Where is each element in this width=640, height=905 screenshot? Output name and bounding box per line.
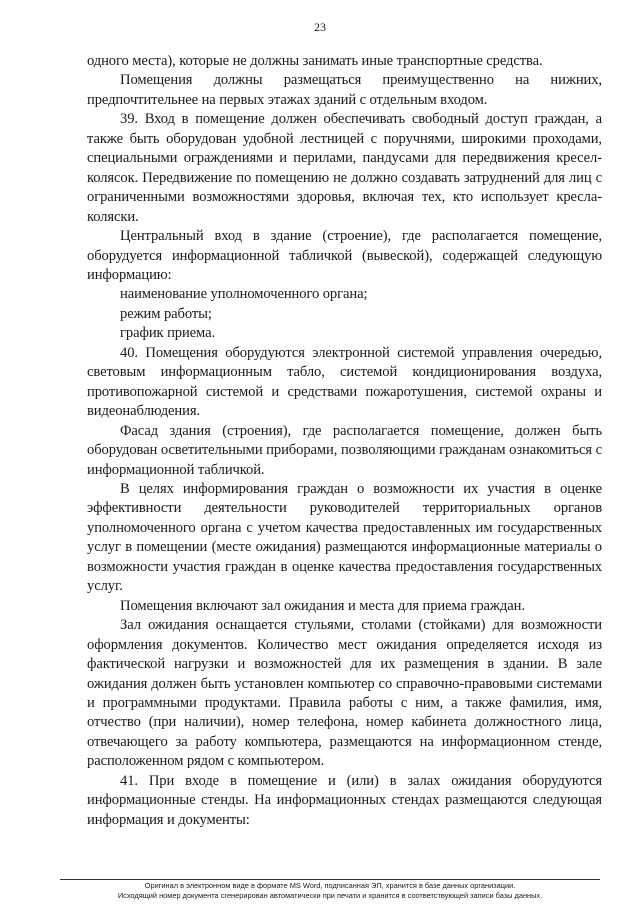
paragraph: Помещения должны размещаться преимущественно на нижних, предпочтительнее на первых этажах зданий с отдельным входом. xyxy=(87,72,602,108)
paragraph: В целях информирования граждан о возможности их участия в оценке эффективности деятельности руководителей территориальных органов уполномоченного органа с учетом качества предоставленных им государственных услуг в помещении (месте ожидания) размещаются информационные материалы о возможности участия граждан в оценке качества предоставления государственных услуг. xyxy=(87,480,602,595)
paragraph-clause-41: 41. При входе в помещение и (или) в залах ожидания оборудуются информационные стенды. На информационных стендах размещаются следующая информация и документы: xyxy=(87,772,602,828)
footer-line: Оригинал в электронном виде в формате MS Word, подписанная ЭП, хранится в базе данных организации. xyxy=(144,881,516,890)
paragraph: Зал ожидания оснащается стульями, столами (стойками) для возможности оформления документов. Количество мест ожидания определяется исходя из фактической нагрузки и возможностей для их размещения в здании. В зале ожидания должен быть установлен компьютер со справочно-правовыми системами и программными продуктами. Правила работы с ним, а также фамилия, имя, отчество (при наличии), номер телефона, номер кабинета должностного лица, отвечающего за работу компьютера, размещаются на информационном стенде, расположенном рядом с компьютером. xyxy=(87,617,602,770)
list-item: наименование уполномоченного органа; xyxy=(120,286,368,303)
paragraph: одного места), которые не должны занимать иные транспортные средства. xyxy=(87,53,543,69)
paragraph: Фасад здания (строения), где располагается помещение, должен быть оборудован осветительными приборами, позволяющими гражданам ознакомиться с информационной табличкой. xyxy=(87,422,602,478)
list-item: график приема. xyxy=(120,325,216,342)
footer-line: Исходящий номер документа сгенерирован автоматически при печати и хранится в соответствующей записи базы данных. xyxy=(117,891,543,900)
paragraph-clause-39: 39. Вход в помещение должен обеспечивать свободный доступ граждан, а также быть оборудован удобной лестницей с поручнями, широкими проходами, специальными ограждениями и перилами, пандусами для передвижения кресел-колясок. Передвижение по помещению не должно создавать затруднений для лиц с ограниченными возможностями здоровья, включая тех, кто использует кресла-коляски. xyxy=(87,111,602,225)
paragraph-clause-40: 40. Помещения оборудуются электронной системой управления очередью, световым информационным табло, системой кондиционирования воздуха, противопожарной системой и средствами пожаротушения, системой охраны и видеонаблюдения. xyxy=(87,344,602,420)
document-body xyxy=(87,52,602,830)
paragraph: Помещения включают зал ожидания и места для приема граждан. xyxy=(120,597,525,614)
footer-divider xyxy=(60,879,600,880)
page-number: 23 xyxy=(314,20,326,34)
list-item: режим работы; xyxy=(120,305,212,322)
footer-note xyxy=(40,881,620,901)
paragraph: Центральный вход в здание (строение), где располагается помещение, оборудуется информационной табличкой (вывеской), содержащей следующую информацию: xyxy=(87,228,602,283)
